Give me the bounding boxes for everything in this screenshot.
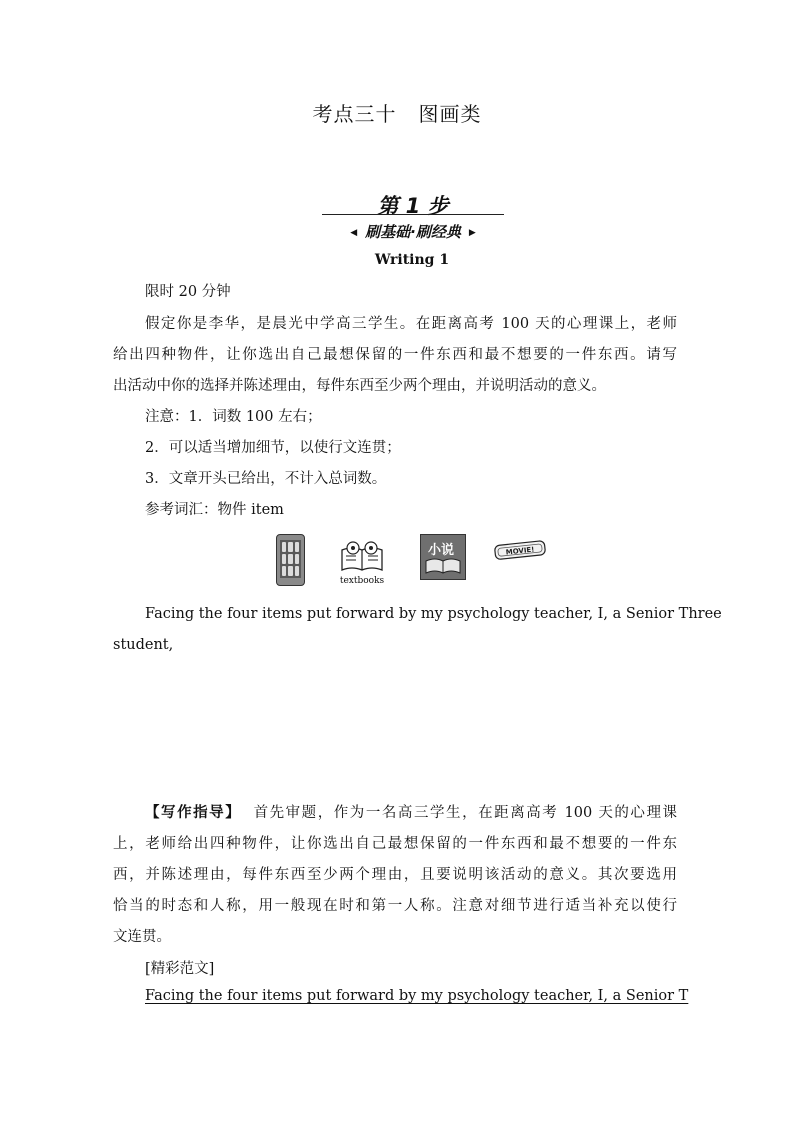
triangle-right-icon: ▶ — [468, 228, 476, 238]
step-subheading — [322, 221, 504, 242]
guide-line: 恰当的时态和人称，用一般现在时和第一人称。注意对细节进行适当补充以使行 — [113, 898, 677, 914]
step-divider — [322, 214, 504, 215]
title-category: 图画类 — [418, 102, 482, 126]
prompt-line: 给出四种物件，让你选出自己最想保留的一件东西和最不想要的一件东西。请写 — [113, 347, 677, 363]
opening-line: Facing the four items put forward by my psychology teacher, I, a Senior Three — [145, 606, 722, 622]
guide-text: 首先审题，作为一名高三学生，在距离高考 100 天的心理课 — [253, 805, 677, 821]
prompt-line: 假定你是李华，是晨光中学高三学生。在距离高考 100 天的心理课上，老师 — [145, 316, 677, 332]
step-subheading-text: 刷基础·刷经典 — [365, 223, 461, 241]
section-title: Writing 1 — [374, 252, 450, 268]
item-images — [276, 534, 576, 590]
triangle-left-icon: ◀ — [350, 228, 358, 238]
vocab-hint: 参考词汇：物件 item — [145, 502, 284, 518]
textbooks-image — [338, 536, 386, 588]
movie-label: MOVIE! — [505, 545, 535, 557]
textbooks-label: textbooks — [339, 576, 385, 586]
note-line: 2．可以适当增加细节，以使行文连贯； — [145, 440, 401, 456]
time-limit: 限时 20 分钟 — [145, 284, 231, 300]
guide-heading: 【写作指导】 — [145, 804, 242, 821]
movie-ticket-image — [492, 538, 550, 562]
note-line: 3．文章开头已给出，不计入总词数。 — [145, 471, 387, 487]
novel-book-image — [420, 534, 466, 580]
page-title — [0, 98, 794, 127]
prompt-line: 出活动中你的选择并陈述理由，每件东西至少两个理由，并说明活动的意义。 — [113, 378, 606, 394]
movie-ticket-icon — [492, 538, 550, 562]
open-book-icon — [421, 535, 465, 579]
novel-label: 小说 — [428, 543, 455, 558]
sample-essay-line: Facing the four items put forward by my psychology teacher, I, a Senior T — [145, 988, 689, 1004]
step-heading: 第 1 步 — [377, 194, 449, 218]
smartphone-icon — [276, 534, 305, 586]
guide-line: 西，并陈述理由，每件东西至少两个理由，且要说明该活动的意义。其次要选用 — [113, 867, 677, 883]
title-topic: 考点三十 — [312, 102, 397, 126]
textbooks-icon — [338, 536, 386, 576]
note-line: 注意：1．词数 100 左右； — [145, 409, 322, 425]
guide-line — [145, 801, 677, 822]
opening-line: student, — [113, 637, 174, 653]
sample-heading: [精彩范文] — [145, 961, 215, 977]
guide-line: 文连贯。 — [113, 929, 171, 945]
guide-line: 上，老师给出四种物件，让你选出自己最想保留的一件东西和最不想要的一件东 — [113, 836, 677, 852]
